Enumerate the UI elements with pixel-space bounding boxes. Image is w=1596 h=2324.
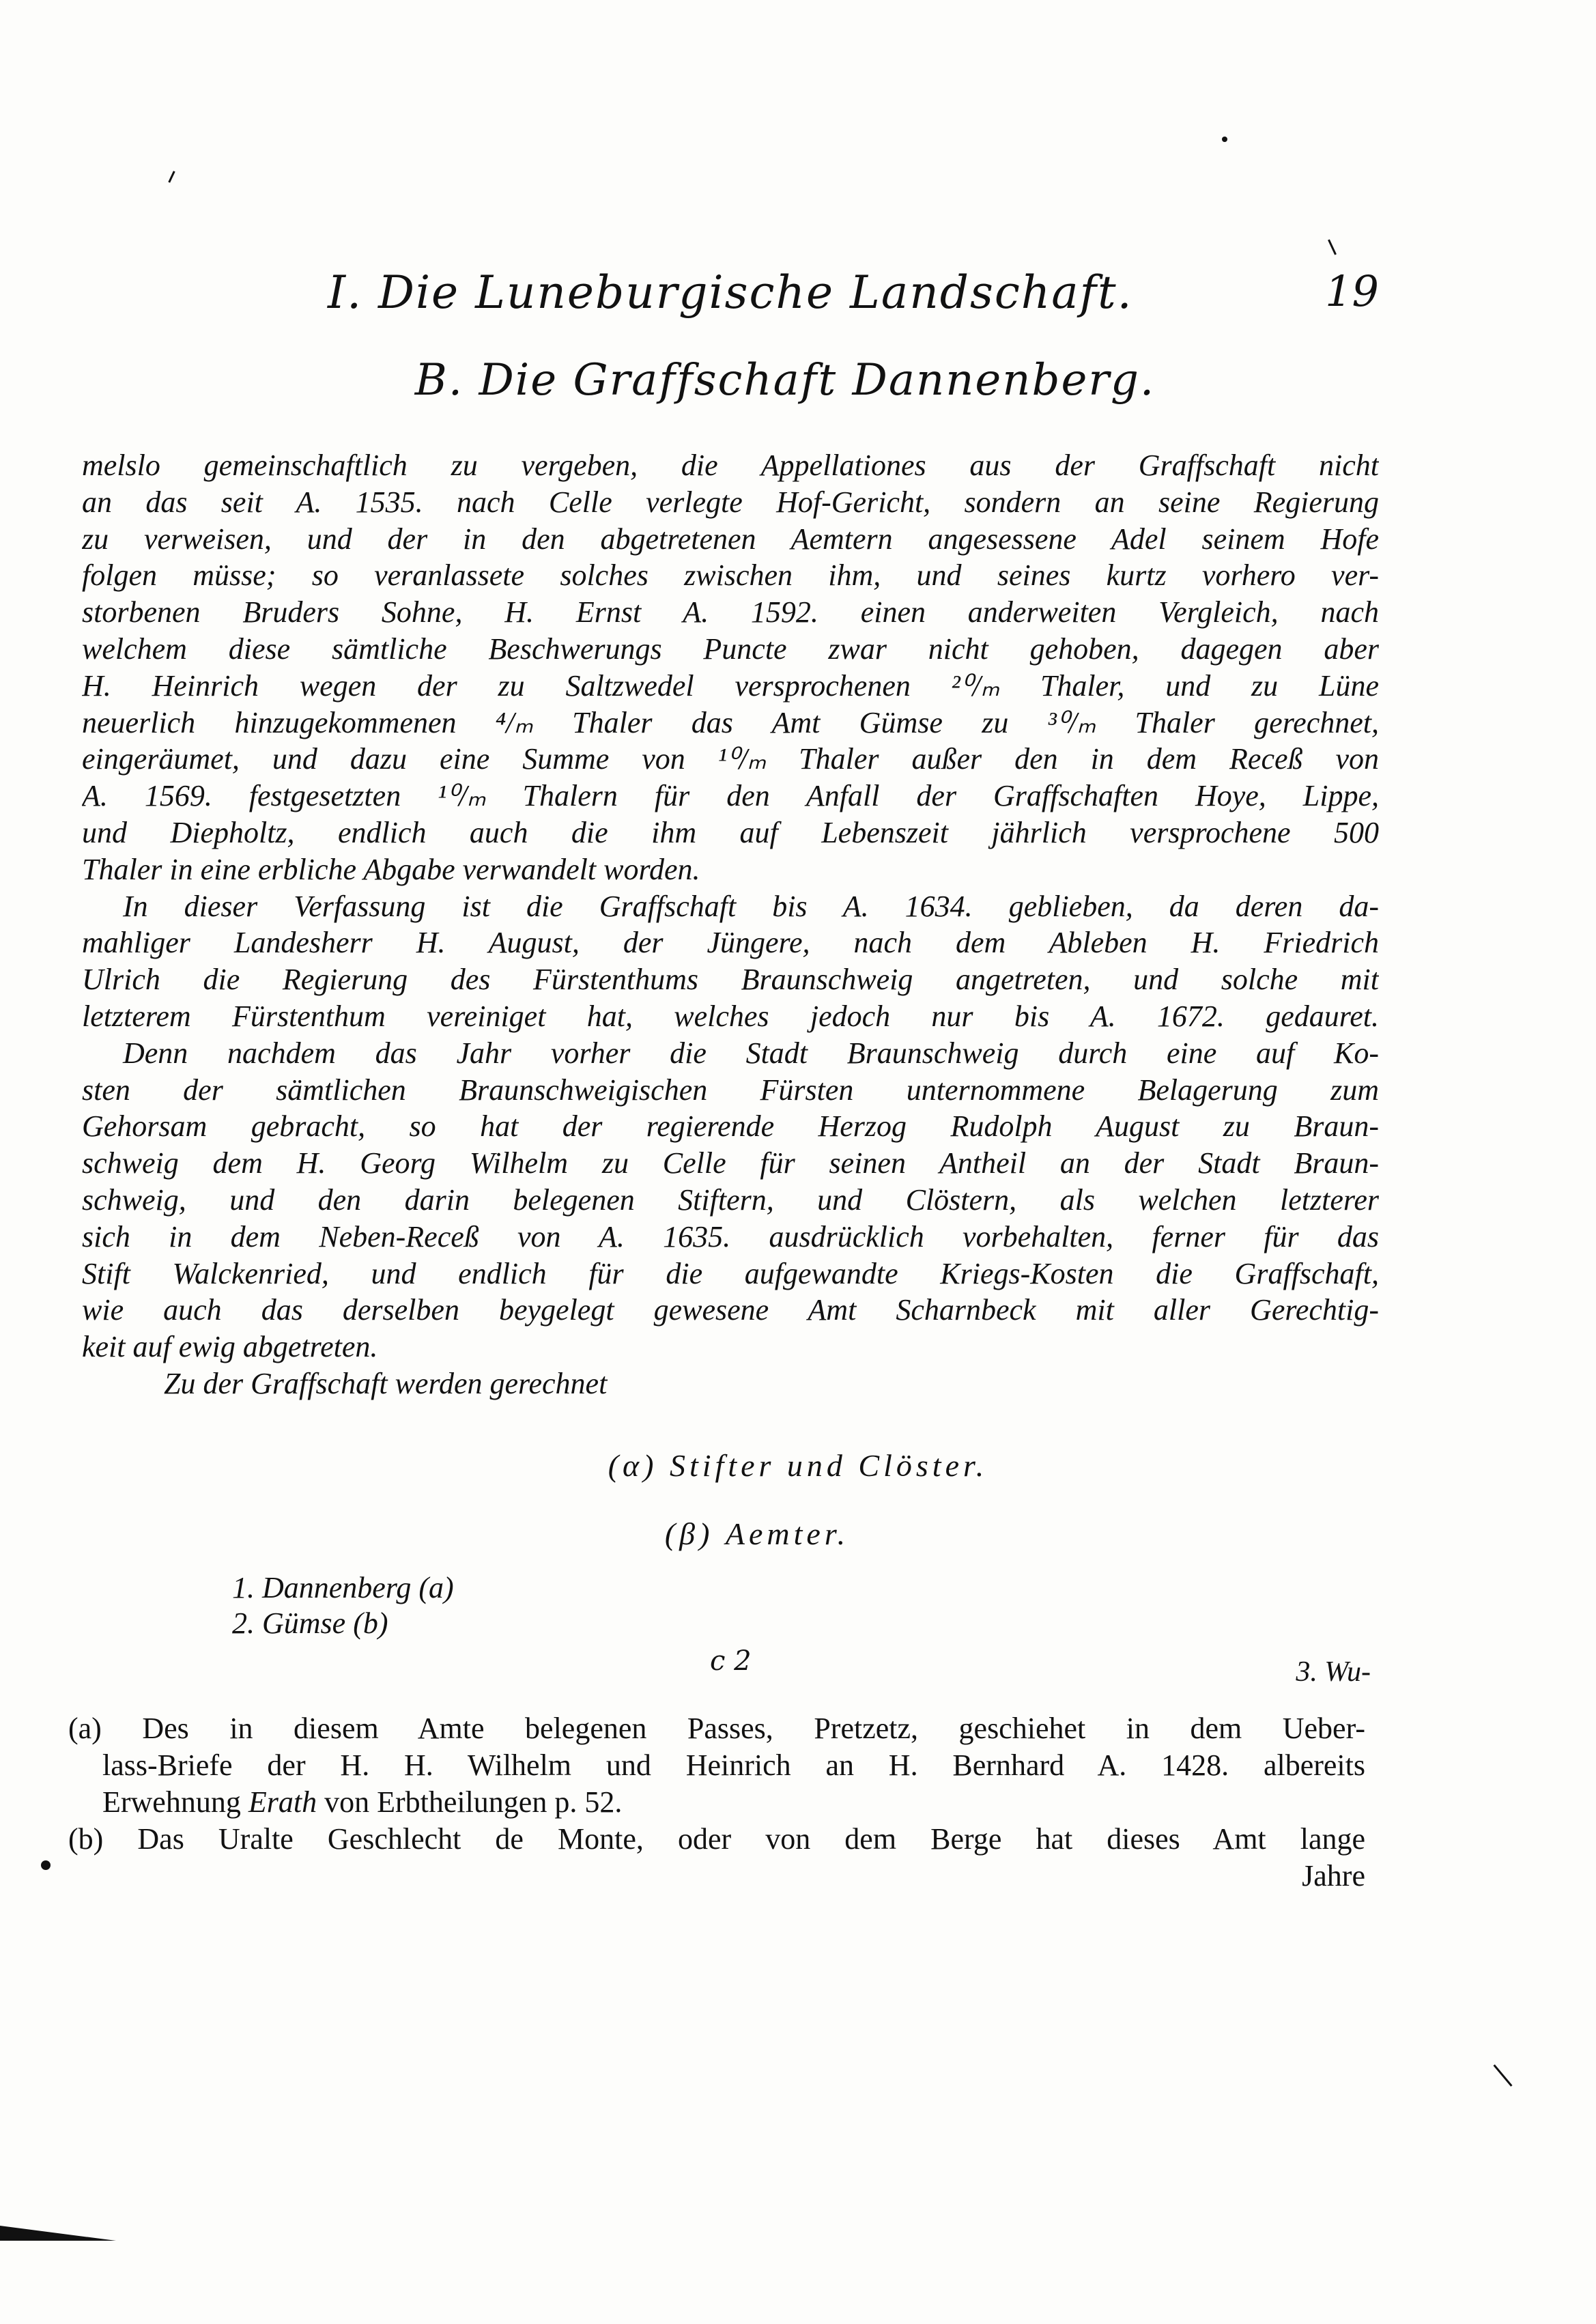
footnote-b-line: [68, 1821, 1365, 1858]
text-line: storbenen Bruders Sohne, H. Ernst A. 1592. einen anderweiten Vergleich, nach: [82, 595, 1379, 629]
footnote-a-line: [68, 1784, 1365, 1821]
running-head: I. Die Luneburgische Landschaft.: [328, 266, 1133, 319]
text-line: letzterem Fürstenthum vereiniget hat, welches jedoch nur bis A. 1672. gedauret.: [82, 999, 1379, 1033]
footnote-a-line: [68, 1710, 1365, 1747]
list-item: 2. Gümse (b): [232, 1606, 388, 1640]
text-line: Stift Walckenried, und endlich für die aufgewandte Kriegs-Kosten die Graffschaft,: [82, 1256, 1379, 1290]
text-line: sten der sämtlichen Braunschweigischen Fürsten unternommene Belagerung zum: [82, 1073, 1379, 1107]
text-line: Zu der Graffschaft werden gerechnet: [164, 1366, 608, 1400]
page-number: 19: [1325, 266, 1379, 316]
section-title: B. Die Graffschaft Dannenberg.: [414, 355, 1156, 406]
text-line: mahliger Landesherr H. August, der Jüngere, nach dem Ableben H. Friedrich: [82, 926, 1379, 960]
text-line: Thaler in eine erbliche Abgabe verwandelt worden.: [82, 852, 700, 886]
text-line: welchem diese sämtliche Beschwerungs Puncte zwar nicht gehoben, dagegen aber: [82, 632, 1379, 666]
footnote-text: Das Uralte Geschlecht de Monte, oder von dem Berge hat dieses Amt lange: [137, 1822, 1365, 1856]
text-line: A. 1569. festgesetzten ¹⁰/ₘ Thalern für den Anfall der Graffschaften Hoye, Lippe,: [82, 779, 1379, 813]
catchword: 3. Wu-: [1296, 1656, 1371, 1688]
text-line: schweig, und den darin belegenen Stiftern, und Clöstern, als welchen letzterer: [82, 1182, 1379, 1217]
subheading-stifter: (α) Stifter und Clöster.: [608, 1448, 988, 1483]
footnote-a-line: lass-Briefe der H. H. Wilhelm und Heinrich an H. Bernhard A. 1428. albereits: [102, 1748, 1365, 1782]
scan-speck: [1493, 2065, 1512, 2087]
footnote-text: Des in diesem Amte belegenen Passes, Pretzetz, geschiehet in dem Ueber-: [142, 1712, 1365, 1745]
text-line: Ulrich die Regierung des Fürstenthums Braunschweig angetreten, und solche mit: [82, 963, 1379, 997]
text-line: wie auch das derselben beygelegt gewesene Amt Scharnbeck mit aller Gerechtig-: [82, 1293, 1379, 1327]
scan-speck: [1328, 239, 1337, 255]
list-item: 1. Dannenberg (a): [232, 1571, 454, 1604]
footnote-text: von Erbtheilungen p. 52.: [317, 1785, 623, 1819]
text-line: In dieser Verfassung ist die Graffschaft bis A. 1634. geblieben, da deren da-: [123, 889, 1379, 923]
text-line: Denn nachdem das Jahr vorher die Stadt Braunschweig durch eine auf Ko-: [123, 1036, 1379, 1070]
footnote-b-line: Jahre: [1302, 1859, 1365, 1893]
scan-speck: [168, 171, 175, 183]
page-header: [328, 266, 1379, 328]
scan-speck: [41, 1860, 51, 1870]
signature-mark: c 2: [710, 1645, 752, 1677]
footnote-text: Erwehnung: [102, 1785, 248, 1819]
subheading-aemter: (β) Aemter.: [664, 1516, 850, 1551]
footnotes: [68, 1710, 1365, 1895]
text-line: H. Heinrich wegen der zu Saltzwedel versprochenen ²⁰/ₘ Thaler, und zu Lüne: [82, 668, 1379, 703]
footnote-marker: (a): [68, 1712, 102, 1745]
text-line: zu verweisen, und der in den abgetretenen Aemtern angesessene Adel seinem Hofe: [82, 522, 1379, 556]
body-text: [82, 447, 1379, 1402]
footnote-marker: (b): [68, 1822, 104, 1856]
text-line: und Diepholtz, endlich auch die ihm auf Lebenszeit jährlich versprochene 500: [82, 815, 1379, 849]
text-line: an das seit A. 1535. nach Celle verlegte Hof-Gericht, sondern an seine Regierung: [82, 485, 1379, 519]
text-line: neuerlich hinzugekommenen ⁴/ₘ Thaler das Amt Gümse zu ³⁰/ₘ Thaler gerechnet,: [82, 705, 1379, 739]
text-line: keit auf ewig abgetreten.: [82, 1330, 378, 1364]
scan-speck: [1222, 137, 1227, 142]
text-line: sich in dem Neben-Receß von A. 1635. ausdrücklich vorbehalten, ferner für das: [82, 1219, 1379, 1253]
text-line: folgen müsse; so veranlassete solches zwischen ihm, und seines kurtz vorhero ver-: [82, 558, 1379, 593]
footnote-author: Erath: [248, 1785, 317, 1819]
text-line: eingeräumet, und dazu eine Summe von ¹⁰/ₘ Thaler außer den in dem Receß von: [82, 742, 1379, 776]
aemter-list: [232, 1570, 454, 1641]
text-line: melslo gemeinschaftlich zu vergeben, die Appellationes aus der Graffschaft nicht: [82, 449, 1379, 482]
text-line: schweig dem H. Georg Wilhelm zu Celle für seinen Antheil an der Stadt Braun-: [82, 1146, 1379, 1180]
text-line: Gehorsam gebracht, so hat der regierende Herzog Rudolph August zu Braun-: [82, 1109, 1379, 1144]
scan-edge-artifact: [0, 2226, 116, 2241]
